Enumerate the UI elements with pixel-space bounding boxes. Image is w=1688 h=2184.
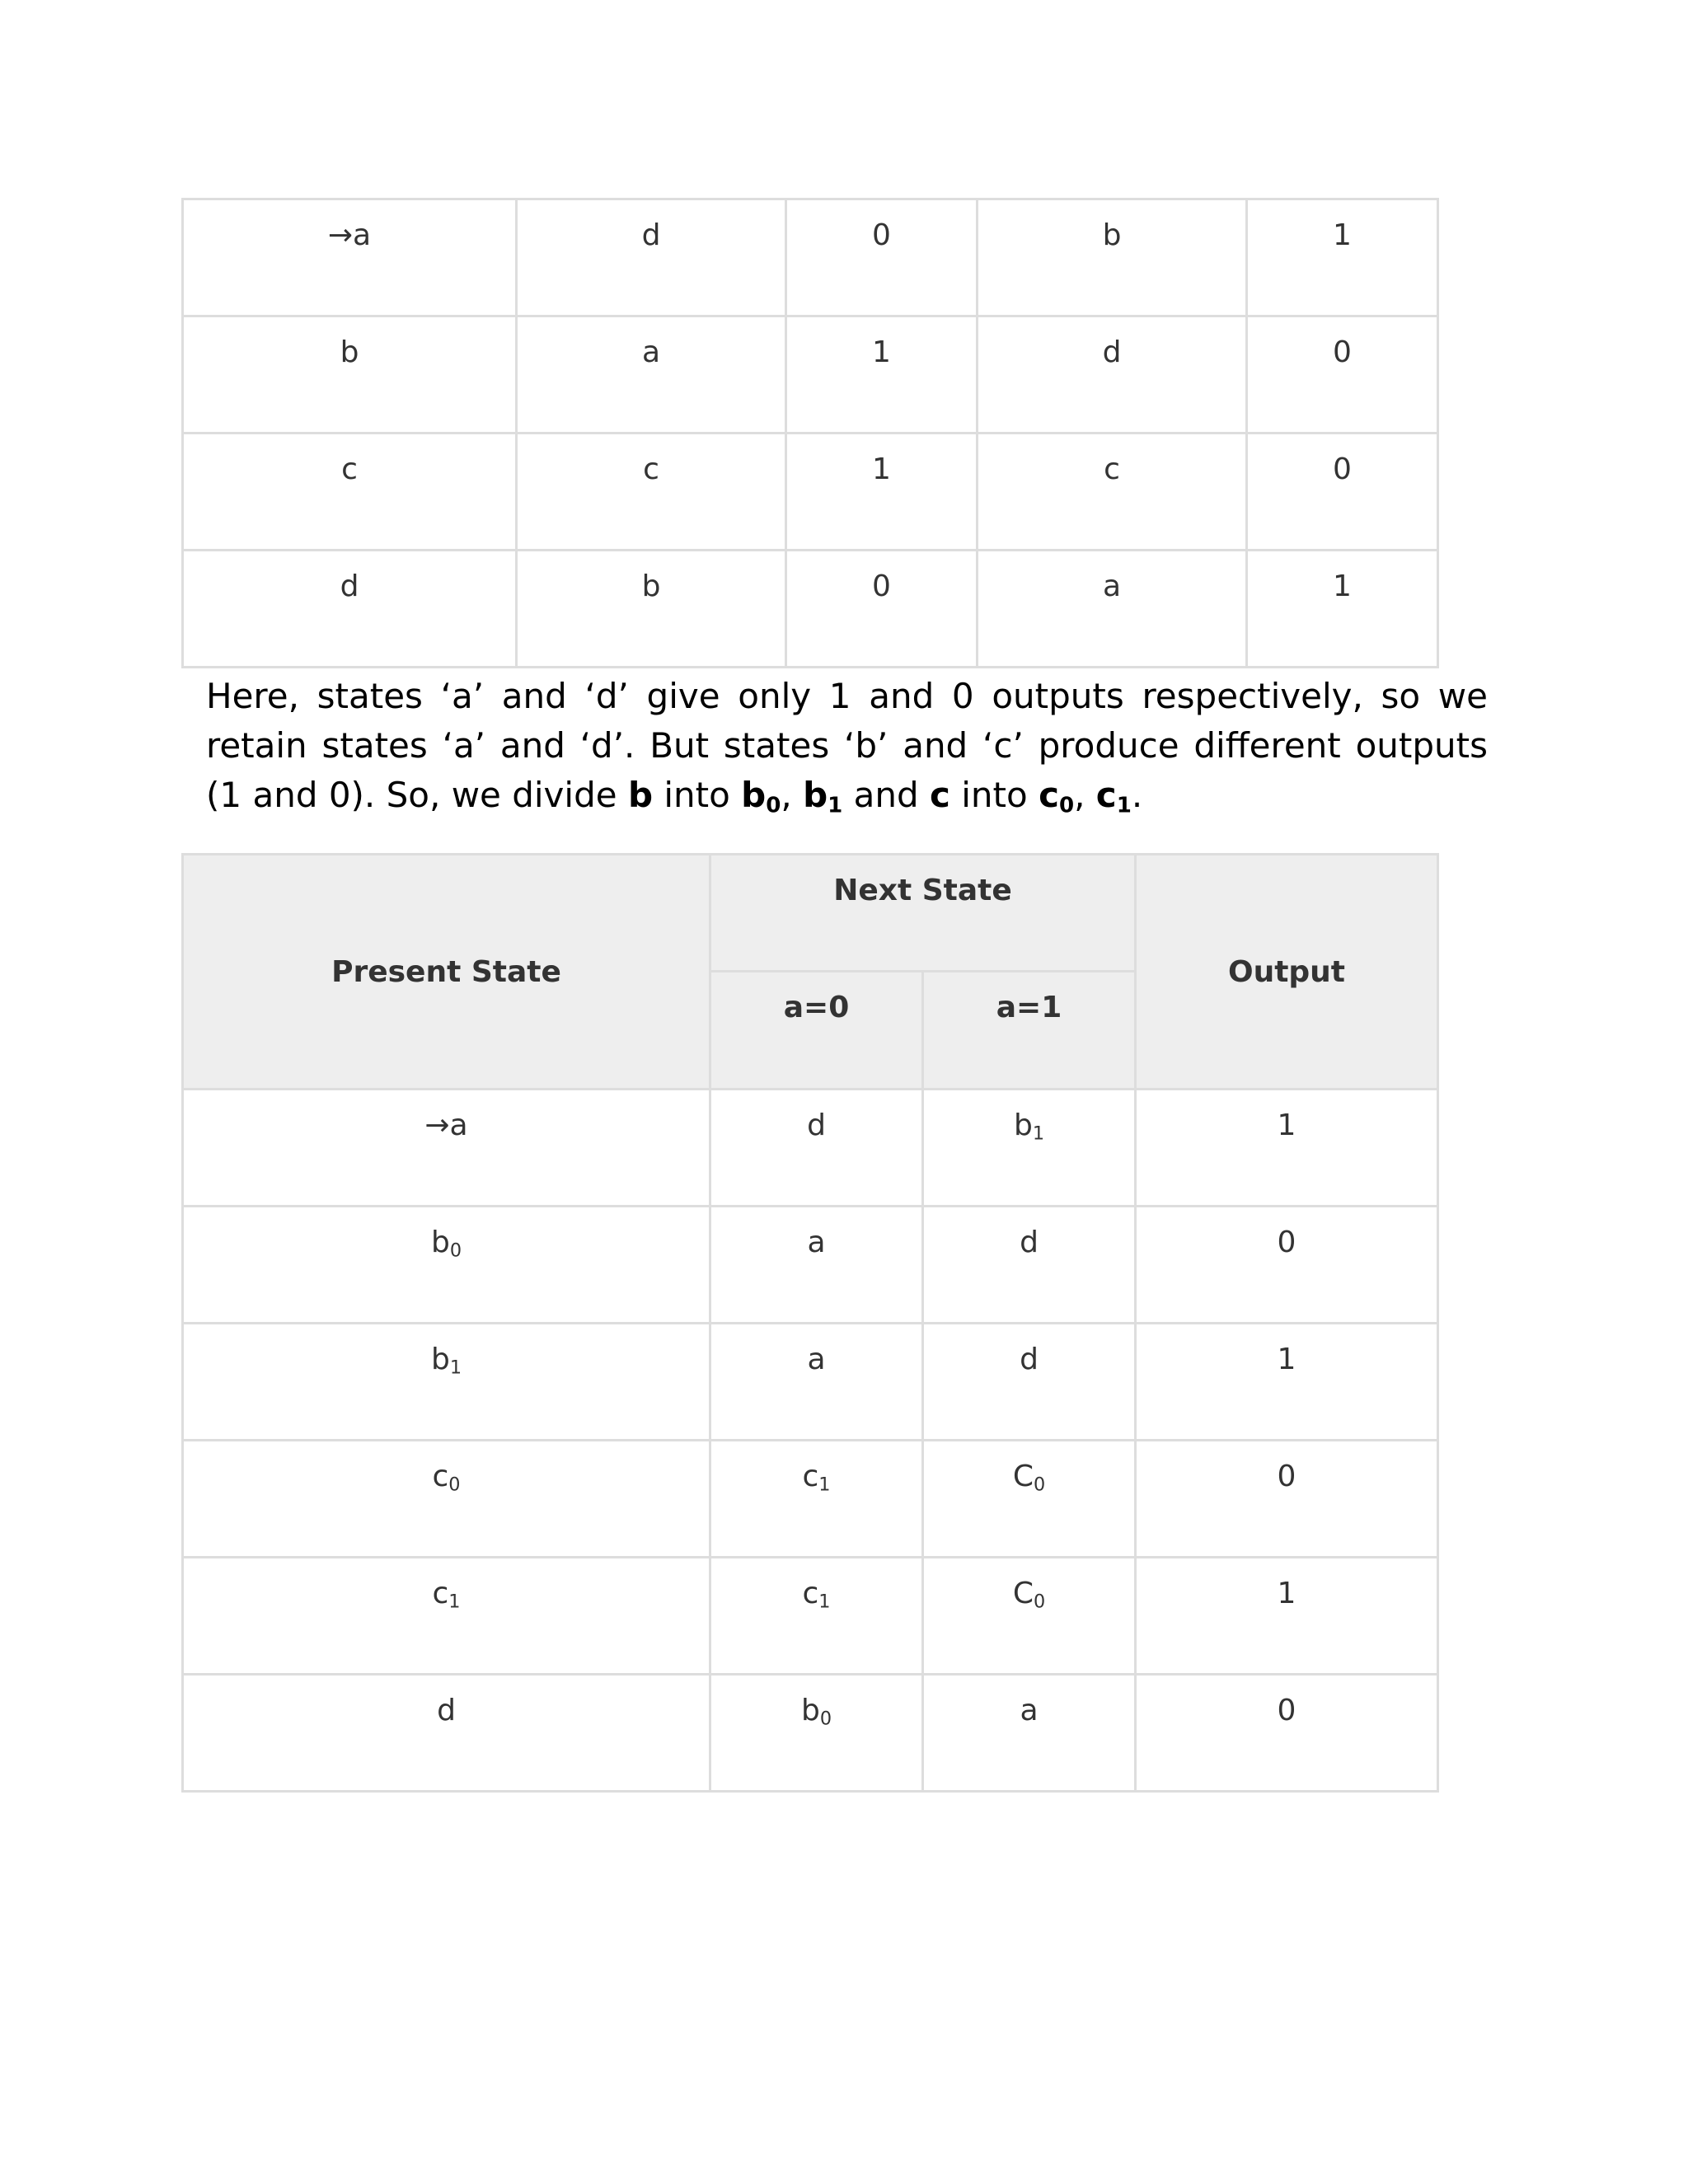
state-table-split xyxy=(181,853,1439,1793)
next-state-cell: d xyxy=(978,316,1247,434)
table-row xyxy=(183,1558,1438,1675)
paragraph-text: into xyxy=(950,775,1039,815)
present-state-cell: →a xyxy=(183,1090,710,1207)
next-state-a0-cell: a xyxy=(710,1324,923,1441)
present-state-header: Present State xyxy=(183,855,710,1090)
table-row xyxy=(183,199,1438,316)
state-table-original xyxy=(181,198,1439,668)
output-cell: 1 xyxy=(786,316,978,434)
present-state-cell: →a xyxy=(183,199,517,316)
table-row xyxy=(183,1207,1438,1324)
next-state-cell: c xyxy=(978,434,1247,551)
present-state-cell: $b_1$ xyxy=(183,1324,710,1441)
next-state-a1-cell: d xyxy=(923,1207,1136,1324)
paragraph-text: Here, states ‘a’ and ‘d’ give only 1 and 0 outputs respectively, so we retain states ‘a’ and ‘d’. But states ‘b’ and ‘c’ produce different outputs (1 and 0). So, we divide xyxy=(206,676,1488,815)
table-row xyxy=(183,1441,1438,1558)
next-state-a0-cell: $b_0$ xyxy=(710,1675,923,1792)
paragraph-text: and xyxy=(842,775,930,815)
output-cell: 1 xyxy=(1136,1558,1438,1675)
present-state-cell: $c_0$ xyxy=(183,1441,710,1558)
present-state-cell: d xyxy=(183,551,517,668)
next-state-header: Next State xyxy=(710,855,1136,972)
table-row xyxy=(183,551,1438,668)
output-cell: 0 xyxy=(1136,1675,1438,1792)
bold-state-b1: $b_1$ xyxy=(803,775,843,818)
output-cell: 1 xyxy=(786,434,978,551)
table-row xyxy=(183,316,1438,434)
paragraph-text: , xyxy=(1074,775,1096,815)
paragraph-text: . xyxy=(1131,775,1143,815)
a1-header: a=1 xyxy=(923,972,1136,1090)
bold-state-b: b xyxy=(627,775,654,815)
bold-state-c0: $c_0$ xyxy=(1039,775,1075,818)
output-cell: 0 xyxy=(1247,434,1438,551)
output-cell: 0 xyxy=(1136,1207,1438,1324)
next-state-cell: a xyxy=(517,316,786,434)
present-state-cell: b xyxy=(183,316,517,434)
next-state-a1-cell: $C_0$ xyxy=(923,1558,1136,1675)
bold-state-c1: $c_1$ xyxy=(1095,775,1132,818)
next-state-a1-cell: d xyxy=(923,1324,1136,1441)
bold-state-b0: $b_0$ xyxy=(741,775,781,818)
present-state-cell: $b_0$ xyxy=(183,1207,710,1324)
paragraph-text: , xyxy=(781,775,804,815)
a0-header: a=0 xyxy=(710,972,923,1090)
output-cell: 0 xyxy=(786,551,978,668)
output-cell: 1 xyxy=(1136,1090,1438,1207)
next-state-a1-cell: $b_1$ xyxy=(923,1090,1136,1207)
table-row xyxy=(183,1675,1438,1792)
next-state-a0-cell: a xyxy=(710,1207,923,1324)
output-cell: 0 xyxy=(1136,1441,1438,1558)
explanation-paragraph xyxy=(206,672,1488,820)
output-header: Output xyxy=(1136,855,1438,1090)
paragraph-text: into xyxy=(653,775,742,815)
next-state-cell: d xyxy=(517,199,786,316)
present-state-cell: c xyxy=(183,434,517,551)
present-state-cell: $c_1$ xyxy=(183,1558,710,1675)
output-cell: 1 xyxy=(1136,1324,1438,1441)
next-state-a0-cell: $c_1$ xyxy=(710,1441,923,1558)
table-row xyxy=(183,1090,1438,1207)
next-state-cell: c xyxy=(517,434,786,551)
next-state-cell: a xyxy=(978,551,1247,668)
table-row xyxy=(183,1324,1438,1441)
output-cell: 0 xyxy=(1247,316,1438,434)
next-state-a1-cell: a xyxy=(923,1675,1136,1792)
table-row xyxy=(183,434,1438,551)
next-state-a1-cell: $C_0$ xyxy=(923,1441,1136,1558)
next-state-a0-cell: d xyxy=(710,1090,923,1207)
next-state-a0-cell: $c_1$ xyxy=(710,1558,923,1675)
output-cell: 1 xyxy=(1247,551,1438,668)
present-state-cell: d xyxy=(183,1675,710,1792)
header-row xyxy=(183,855,1438,972)
next-state-cell: b xyxy=(978,199,1247,316)
bold-state-c: c xyxy=(930,775,950,815)
output-cell: 1 xyxy=(1247,199,1438,316)
next-state-cell: b xyxy=(517,551,786,668)
output-cell: 0 xyxy=(786,199,978,316)
